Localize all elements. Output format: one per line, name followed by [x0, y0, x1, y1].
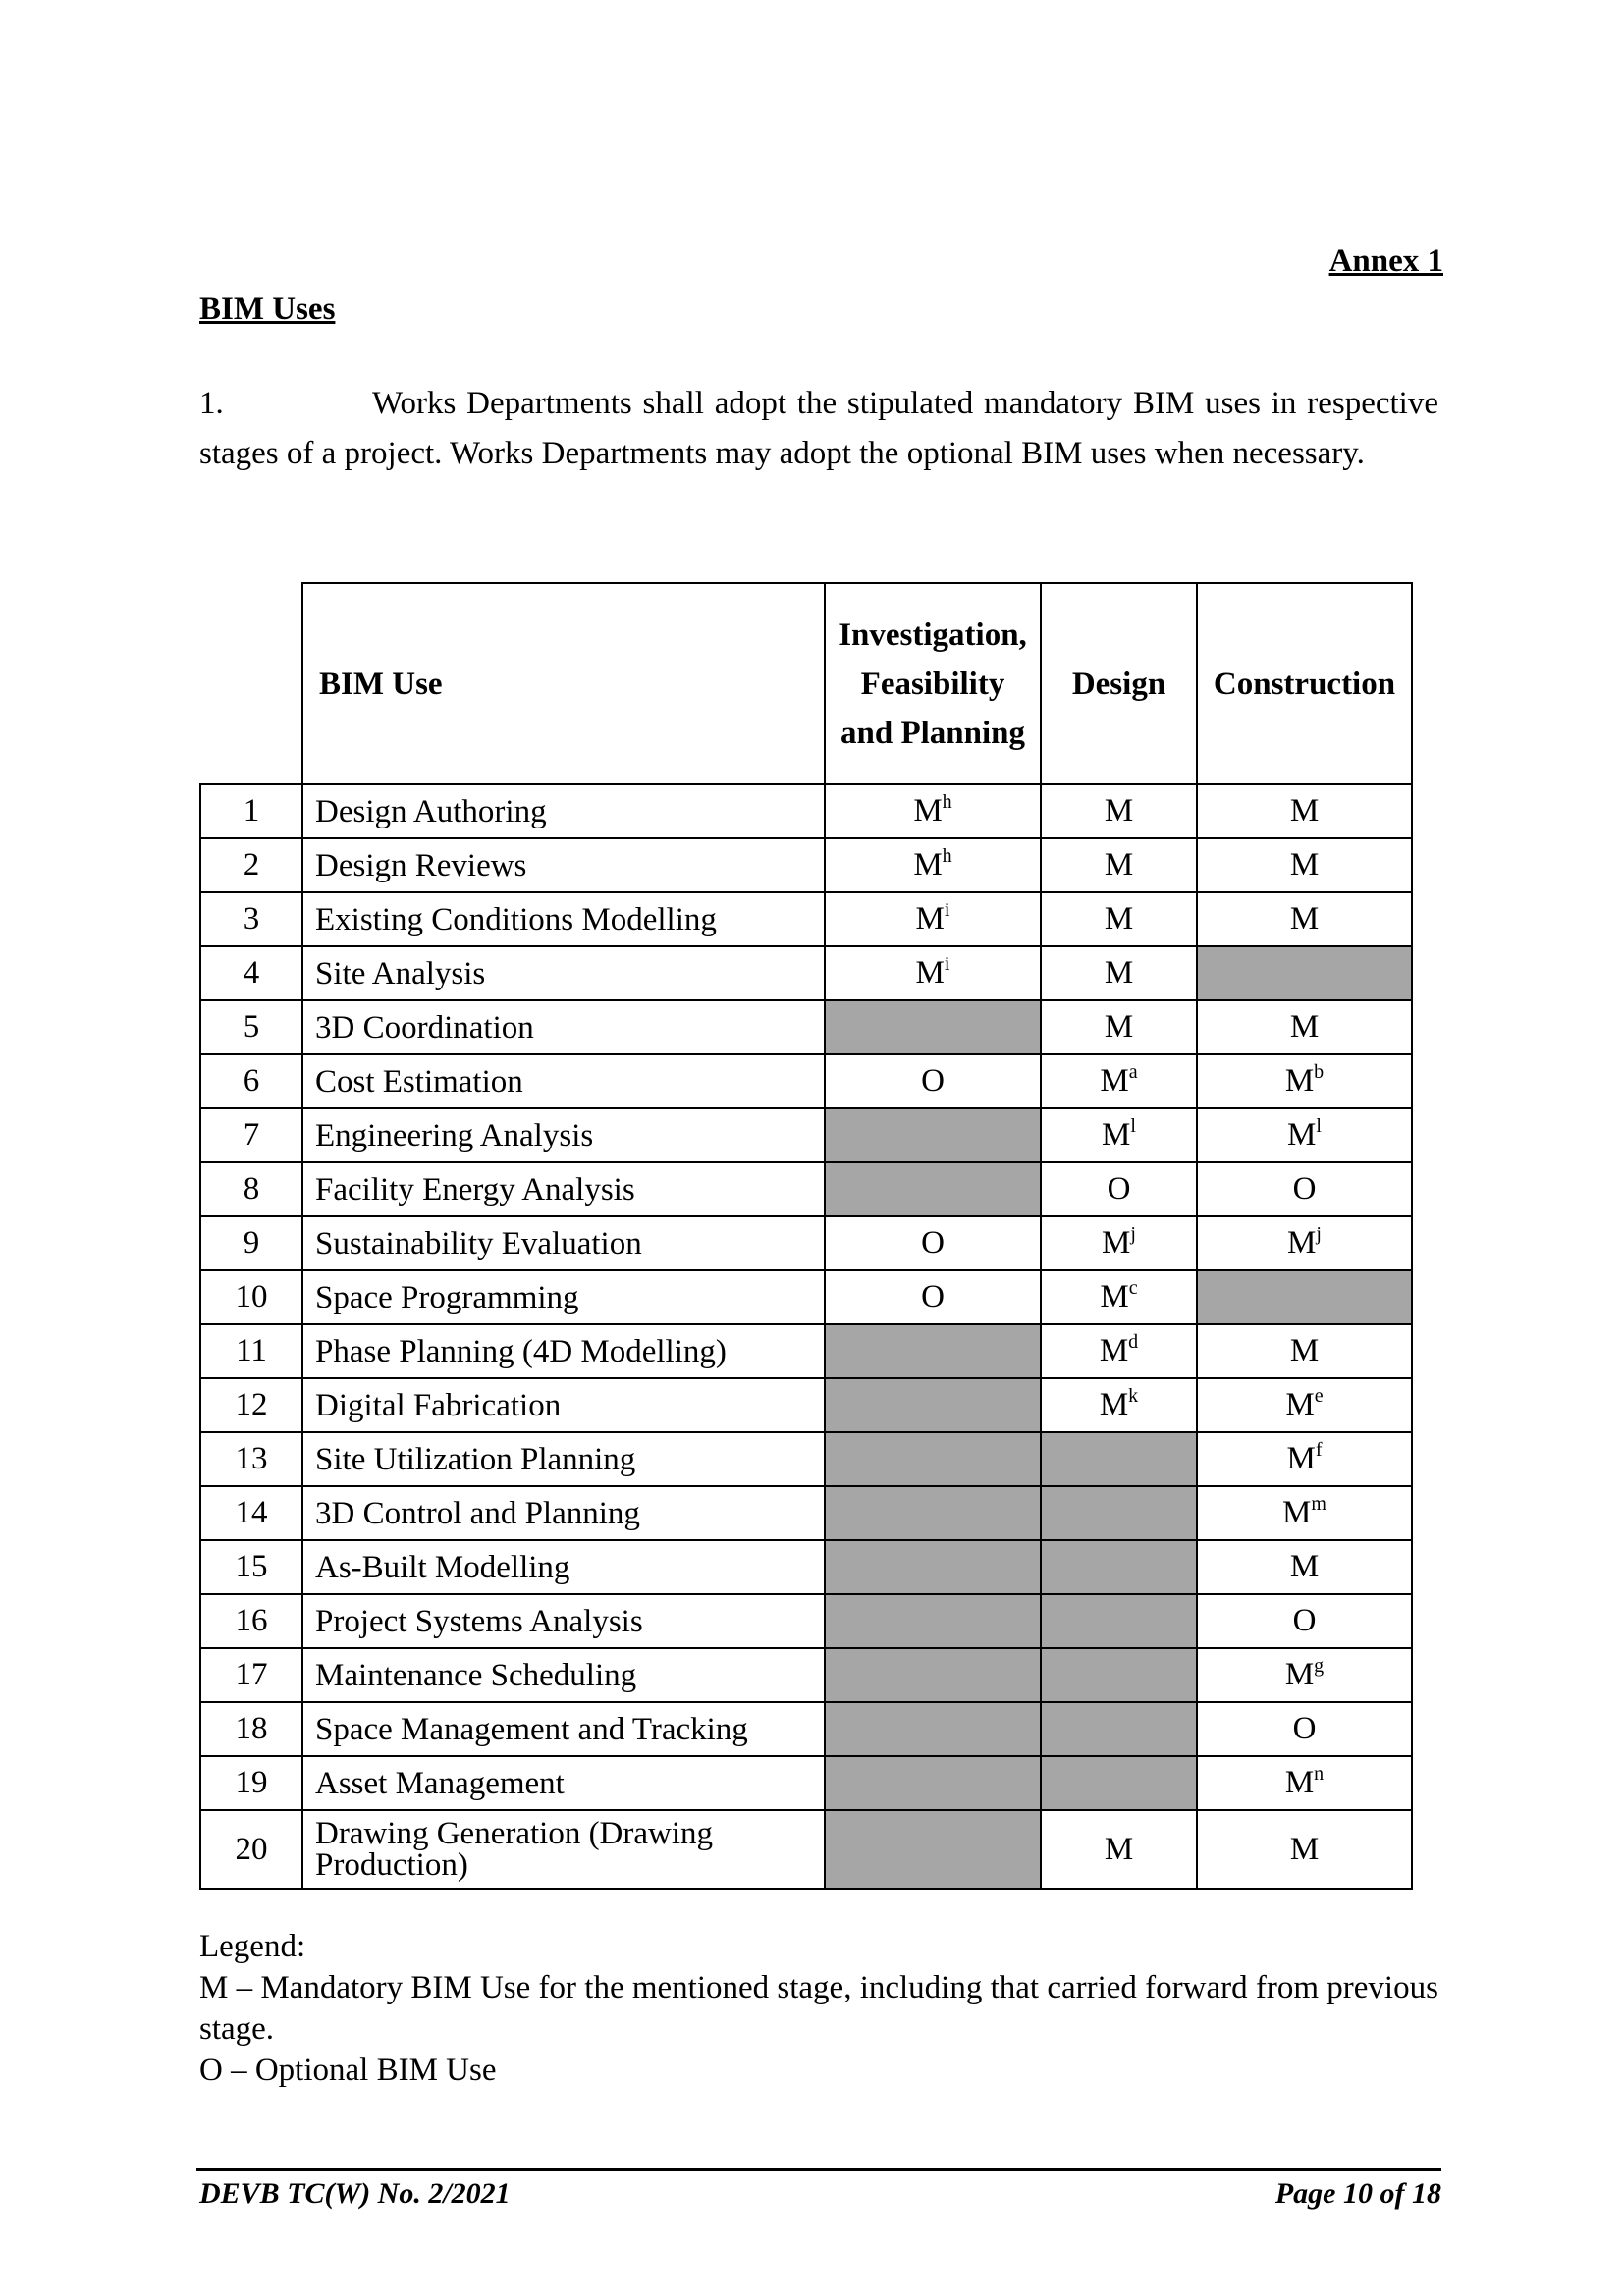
row-number: 16 [200, 1594, 302, 1648]
row-number: 14 [200, 1486, 302, 1540]
cell-investigation [825, 946, 1041, 1000]
cell-construction [1197, 1486, 1412, 1540]
table-row [200, 1324, 1412, 1378]
bim-uses-table [199, 582, 1413, 1890]
cell-investigation-not-applicable [825, 1702, 1041, 1756]
requirement-code: O [1107, 1171, 1131, 1206]
requirement-code: O [921, 1063, 945, 1098]
bim-use-name: Engineering Analysis [302, 1108, 825, 1162]
requirement-code: M [1286, 1441, 1316, 1476]
cell-investigation-not-applicable [825, 1540, 1041, 1594]
row-number: 13 [200, 1432, 302, 1486]
table-row [200, 1378, 1412, 1432]
requirement-code: M [1282, 1495, 1312, 1530]
cell-construction [1197, 1162, 1412, 1216]
cell-construction [1197, 1702, 1412, 1756]
requirement-code: O [1292, 1171, 1317, 1206]
footnote-marker: a [1128, 1061, 1138, 1083]
cell-design [1041, 946, 1197, 1000]
footnote-marker: m [1311, 1493, 1326, 1515]
cell-construction [1197, 1648, 1412, 1702]
cell-investigation-not-applicable [825, 1648, 1041, 1702]
table-row [200, 1162, 1412, 1216]
row-number: 5 [200, 1000, 302, 1054]
header-stage1-line3: and Planning [839, 715, 1025, 751]
row-number: 20 [200, 1810, 302, 1889]
cell-design [1041, 1000, 1197, 1054]
cell-design [1041, 1108, 1197, 1162]
requirement-code: M [1285, 1387, 1315, 1422]
cell-investigation [825, 892, 1041, 946]
footnote-marker: h [942, 845, 952, 867]
row-number: 1 [200, 784, 302, 838]
header-construction: Construction [1197, 583, 1412, 784]
cell-investigation-not-applicable [825, 1756, 1041, 1810]
table-row [200, 1000, 1412, 1054]
cell-design [1041, 1162, 1197, 1216]
cell-design-not-applicable [1041, 1756, 1197, 1810]
requirement-code: M [1104, 847, 1134, 882]
bim-use-name: Site Utilization Planning [302, 1432, 825, 1486]
cell-design [1041, 1378, 1197, 1432]
cell-investigation [825, 838, 1041, 892]
footnote-marker: n [1314, 1763, 1325, 1785]
bim-use-name: Phase Planning (4D Modelling) [302, 1324, 825, 1378]
footnote-marker: l [1130, 1115, 1136, 1137]
cell-investigation [825, 1270, 1041, 1324]
table-row [200, 1540, 1412, 1594]
footnote-marker: h [942, 791, 952, 813]
cell-design [1041, 1324, 1197, 1378]
row-number: 3 [200, 892, 302, 946]
requirement-code: O [921, 1225, 945, 1260]
requirement-code: M [1289, 1009, 1320, 1044]
bim-use-name: Design Authoring [302, 784, 825, 838]
bim-use-name: Facility Energy Analysis [302, 1162, 825, 1216]
row-number: 10 [200, 1270, 302, 1324]
cell-investigation-not-applicable [825, 1108, 1041, 1162]
cell-construction [1197, 1054, 1412, 1108]
requirement-code: M [1099, 1387, 1129, 1422]
cell-investigation [825, 784, 1041, 838]
cell-investigation-not-applicable [825, 1594, 1041, 1648]
row-number: 2 [200, 838, 302, 892]
requirement-code: M [1289, 1549, 1320, 1584]
cell-design [1041, 1810, 1197, 1889]
row-number: 12 [200, 1378, 302, 1432]
footnote-marker: d [1128, 1331, 1139, 1353]
cell-construction [1197, 1324, 1412, 1378]
requirement-code: M [1100, 1063, 1129, 1098]
cell-design-not-applicable [1041, 1486, 1197, 1540]
bim-use-name: Cost Estimation [302, 1054, 825, 1108]
cell-design [1041, 1216, 1197, 1270]
requirement-code: M [915, 901, 945, 936]
section-title: BIM Uses [199, 292, 336, 327]
header-stage1-line1: Investigation, [839, 616, 1027, 653]
header-design: Design [1041, 583, 1197, 784]
row-number: 4 [200, 946, 302, 1000]
cell-investigation-not-applicable [825, 1378, 1041, 1432]
table-body [200, 784, 1412, 1889]
requirement-code: M [915, 955, 945, 990]
cell-investigation-not-applicable [825, 1000, 1041, 1054]
bim-use-name: Drawing Generation (Drawing Production) [302, 1810, 825, 1889]
cell-design-not-applicable [1041, 1648, 1197, 1702]
bim-use-name: Space Management and Tracking [302, 1702, 825, 1756]
bim-use-name: Design Reviews [302, 838, 825, 892]
legend [199, 1926, 1438, 2091]
cell-investigation-not-applicable [825, 1486, 1041, 1540]
cell-construction [1197, 1594, 1412, 1648]
annex-label: Annex 1 [1328, 243, 1443, 279]
requirement-code: M [1289, 1333, 1320, 1368]
cell-design [1041, 784, 1197, 838]
requirement-code: M [1102, 1117, 1131, 1152]
table-row [200, 1486, 1412, 1540]
cell-design [1041, 892, 1197, 946]
row-number: 7 [200, 1108, 302, 1162]
requirement-code: M [1104, 901, 1134, 936]
bim-use-name: 3D Control and Planning [302, 1486, 825, 1540]
footnote-marker: i [944, 899, 950, 921]
requirement-code: M [1284, 1657, 1315, 1692]
table-row [200, 1270, 1412, 1324]
footer-page-number: Page 10 of 18 [1274, 2177, 1441, 2210]
cell-construction [1197, 1216, 1412, 1270]
legend-title: Legend: [199, 1929, 306, 1964]
cell-investigation [825, 1054, 1041, 1108]
table-row [200, 1756, 1412, 1810]
table-row [200, 1108, 1412, 1162]
requirement-code: M [1102, 1225, 1131, 1260]
legend-mandatory: M – Mandatory BIM Use for the mentioned stage, including that carried forward from previous stage. [199, 1970, 1438, 2047]
table-row [200, 1594, 1412, 1648]
requirement-code: M [1284, 1765, 1315, 1800]
requirement-code: M [913, 847, 943, 882]
table-row [200, 1216, 1412, 1270]
bim-use-name: Space Programming [302, 1270, 825, 1324]
requirement-code: M [1104, 1831, 1134, 1867]
table-row [200, 892, 1412, 946]
table-row [200, 1648, 1412, 1702]
requirement-code: M [1104, 793, 1134, 828]
cell-construction [1197, 1432, 1412, 1486]
footer-circular-number: DEVB TC(W) No. 2/2021 [199, 2177, 511, 2210]
cell-construction [1197, 1810, 1412, 1889]
cell-construction [1197, 1540, 1412, 1594]
row-number: 11 [200, 1324, 302, 1378]
cell-construction-not-applicable [1197, 946, 1412, 1000]
footer-divider [196, 2168, 1441, 2171]
requirement-code: M [1099, 1333, 1129, 1368]
legend-optional: O – Optional BIM Use [199, 2053, 497, 2088]
requirement-code: M [913, 793, 943, 828]
cell-design-not-applicable [1041, 1540, 1197, 1594]
row-number: 15 [200, 1540, 302, 1594]
footnote-marker: e [1314, 1385, 1324, 1407]
header-stage1-line2: Feasibility [860, 666, 1005, 702]
cell-investigation-not-applicable [825, 1432, 1041, 1486]
footnote-marker: c [1128, 1277, 1138, 1299]
row-number: 17 [200, 1648, 302, 1702]
cell-design [1041, 1054, 1197, 1108]
header-investigation-feasibility-planning [825, 583, 1041, 784]
footnote-marker: i [944, 953, 950, 975]
table-row [200, 1432, 1412, 1486]
cell-design-not-applicable [1041, 1702, 1197, 1756]
footnote-marker: l [1316, 1115, 1322, 1137]
requirement-code: M [1289, 847, 1320, 882]
bim-use-name: Project Systems Analysis [302, 1594, 825, 1648]
requirement-code: M [1104, 955, 1134, 990]
requirement-code: M [1289, 901, 1320, 936]
cell-design [1041, 1270, 1197, 1324]
intro-paragraph [199, 379, 1438, 479]
cell-construction [1197, 1756, 1412, 1810]
bim-use-name: As-Built Modelling [302, 1540, 825, 1594]
row-number: 18 [200, 1702, 302, 1756]
cell-investigation [825, 1216, 1041, 1270]
cell-construction-not-applicable [1197, 1270, 1412, 1324]
requirement-code: O [1292, 1711, 1317, 1746]
row-number: 8 [200, 1162, 302, 1216]
row-number: 6 [200, 1054, 302, 1108]
table-header-row [200, 583, 1412, 784]
requirement-code: M [1100, 1279, 1129, 1314]
bim-use-name: Existing Conditions Modelling [302, 892, 825, 946]
cell-investigation-not-applicable [825, 1162, 1041, 1216]
cell-investigation-not-applicable [825, 1810, 1041, 1889]
bim-use-name: Asset Management [302, 1756, 825, 1810]
requirement-code: M [1289, 793, 1320, 828]
cell-construction [1197, 1108, 1412, 1162]
bim-use-name: Digital Fabrication [302, 1378, 825, 1432]
table-row [200, 946, 1412, 1000]
cell-design-not-applicable [1041, 1594, 1197, 1648]
requirement-code: M [1287, 1225, 1317, 1260]
paragraph-number: 1. [199, 386, 224, 421]
row-number: 19 [200, 1756, 302, 1810]
bim-use-name: Maintenance Scheduling [302, 1648, 825, 1702]
requirement-code: O [921, 1279, 945, 1314]
footnote-marker: k [1128, 1385, 1139, 1407]
table-row [200, 1702, 1412, 1756]
footnote-marker: b [1314, 1061, 1325, 1083]
footnote-marker: g [1314, 1655, 1325, 1677]
requirement-code: M [1287, 1117, 1317, 1152]
table-row [200, 784, 1412, 838]
bim-use-name: Sustainability Evaluation [302, 1216, 825, 1270]
cell-investigation-not-applicable [825, 1324, 1041, 1378]
paragraph-text: Works Departments shall adopt the stipulated mandatory BIM uses in respective stages of a project. Works Departments may adopt the optional BIM uses when necessary. [199, 386, 1438, 471]
cell-construction [1197, 838, 1412, 892]
footnote-marker: j [1130, 1223, 1136, 1245]
cell-design-not-applicable [1041, 1432, 1197, 1486]
cell-design [1041, 838, 1197, 892]
table-row [200, 838, 1412, 892]
cell-construction [1197, 1000, 1412, 1054]
footnote-marker: j [1316, 1223, 1322, 1245]
table-row [200, 1810, 1412, 1889]
cell-construction [1197, 892, 1412, 946]
header-bim-use: BIM Use [302, 583, 825, 784]
bim-use-name: Site Analysis [302, 946, 825, 1000]
bim-use-name: 3D Coordination [302, 1000, 825, 1054]
requirement-code: M [1284, 1063, 1315, 1098]
cell-construction [1197, 784, 1412, 838]
requirement-code: M [1289, 1831, 1320, 1867]
table-row [200, 1054, 1412, 1108]
row-number: 9 [200, 1216, 302, 1270]
requirement-code: O [1292, 1603, 1317, 1638]
footnote-marker: f [1315, 1439, 1323, 1461]
cell-construction [1197, 1378, 1412, 1432]
header-blank-cell [200, 583, 302, 784]
requirement-code: M [1104, 1009, 1134, 1044]
